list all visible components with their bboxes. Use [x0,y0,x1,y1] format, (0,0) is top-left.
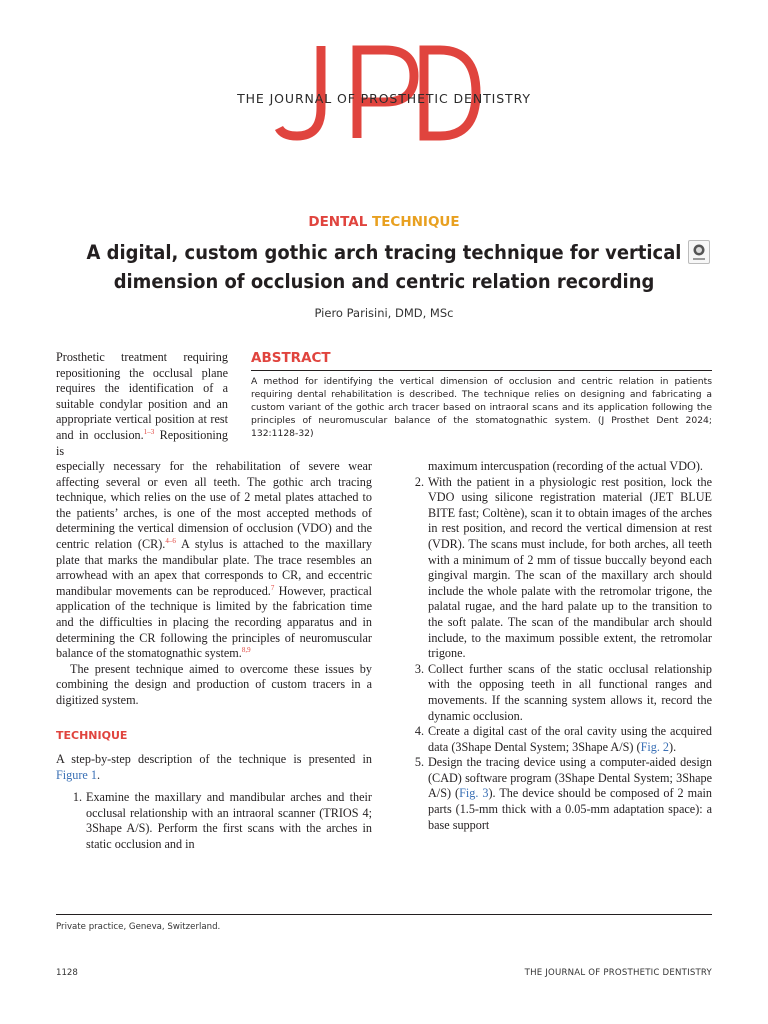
abstract-divider [251,370,712,371]
body-column-2 [386,459,712,833]
step-item [56,790,372,852]
step-text: Examine the maxillary and mandibular arches and their occlusal relationship with an intraoral scanner (TRIOS 4; 3Shape A/S). Perform the first scans with the arches in static occlusion and in [86,790,372,852]
step-number: 3. [414,661,424,676]
body-column-1 [56,459,372,853]
step-item [386,662,712,724]
step-number: 5. [414,755,424,770]
citation[interactable]: 8,9 [241,646,251,655]
citation[interactable]: 1–3 [143,427,155,436]
abstract-text: A method for identifying the vertical dimension of occlusion and centric relation in patients requiring dental rehabilitation is described. The technique relies on designing and fabricating a custom variant of the gothic arch tracer based on intraoral scans and its application following the principles of neuromuscular balance of the stomatognathic system. (J Prosthet Dent 2024; 132:1128-32) [251,376,712,439]
running-footer: THE JOURNAL OF PROSTHETIC DENTISTRY [524,968,712,978]
section-label-word2: TECHNIQUE [372,214,460,230]
technique-intro [56,752,372,783]
step-text [428,755,712,833]
step-number-blank [386,459,428,475]
intro-narrow [56,350,228,459]
title-line-2: dimension of occlusion and centric relation recording [113,270,655,293]
step-text: Collect further scans of the static occlusal relationship with the opposing teeth in all functional ranges and movements. If the scanning system allows it, record the dynamic occlusion. [428,661,712,723]
step-text: With the patient in a physiologic rest position, lock the VDO using silicone registration material (JET BLUE BITE fast; Coltène), scan it to obtain images of the arches in rest position, and record the vertical dimension at rest (VDR). The scans must include, for both arches, all teeth with a minimum of 2 mm of tissue buccally beyond each gingival margin. The scan of the maxillary arch should include the whole palate with the retromolar trigone, the palatal rugae, and the hard palate up to the transition to the soft palate. The scan of the mandibular arch should include, to the maximum possible extent, the retromolar trigone. [428,474,712,661]
intro-text-a: especially necessary for the rehabilitation of severe wear affecting several or even all teeth. The gothic arch tracing technique, which relies on the use of 2 metal plates attached to the patients’ arches, is one of the most accepted methods of determining the vertical dimension of occlusion (VDO) and the centric relation (CR). [56,459,372,551]
figure-3-link[interactable]: Fig. 3 [459,786,489,801]
step-4-text: Create a digital cast of the oral cavity using the acquired data (3Shape Dental System; 3Shape A/S) ( [428,724,712,754]
title-line-1: A digital, custom gothic arch tracing technique for vertical [86,241,682,264]
figure-1-link[interactable]: Figure 1 [56,767,97,782]
jpd-logo [0,0,768,150]
second-paragraph: The present technique aimed to overcome these issues by combining the design and production of custom tracers in a digitized system. [56,661,372,707]
step-item-continued [386,459,712,475]
abstract-heading: ABSTRACT [251,350,331,366]
step-item [386,724,712,755]
intro-narrow-text: Prosthetic treatment requiring repositioning the occlusal plane requires the identification of a suitable condylar position and an appropriate vertical position at rest and in occlusion. [56,350,228,442]
article-title [86,238,682,296]
author-affiliation: Private practice, Geneva, Switzerland. [56,922,221,932]
intro-paragraph [56,459,372,662]
step-item [386,755,712,833]
technique-intro-text: A step-by-step description of the technique is presented in [56,752,372,767]
step-number: 2. [414,474,424,489]
figure-2-link[interactable]: Fig. 2 [640,739,670,754]
section-label-word1: DENTAL [308,214,368,230]
citation[interactable]: 7 [270,583,275,592]
section-label [0,214,768,230]
journal-name: THE JOURNAL OF PROSTHETIC DENTISTRY [237,91,531,106]
step-number: 1. [72,790,82,805]
step-number: 4. [414,724,424,739]
step-text: maximum intercuspation (recording of the actual VDO). [428,459,703,473]
technique-heading: TECHNIQUE [56,728,128,742]
step-5-end: ). The device should be composed of 2 main parts (1.5-mm thick with a 0.05-mm adaptation space): a base support [428,786,712,832]
page-number: 1128 [56,968,78,978]
author: Piero Parisini, DMD, MSc [314,306,454,320]
step-4-end: ). [669,739,677,754]
intro-text-c: However, practical application of the technique is limited by the fabrication time and the difficulties in placing the recording apparatus and in determining the CR following the principles of neuromuscular balance of the stomatognathic system. [56,583,372,661]
step-item [386,475,712,662]
footer-divider [56,914,712,915]
intro-text-b: A stylus is attached to the maxillary plate that marks the mandibular plate. The trace resembles an arrowhead with an apex that corresponds to CR, and eccentric mandibular movements can be reproduced. [56,536,372,598]
intro-narrow-end: Repositioning is [56,427,228,458]
technique-intro-end: . [96,767,101,782]
step-text [428,724,712,755]
crossmark-icon[interactable] [688,240,710,264]
step-5-text: Design the tracing device using a computer-aided design (CAD) software program (3Shape Dental System; 3Shape A/S) ( [428,755,712,801]
citation[interactable]: 4–6 [165,536,176,545]
